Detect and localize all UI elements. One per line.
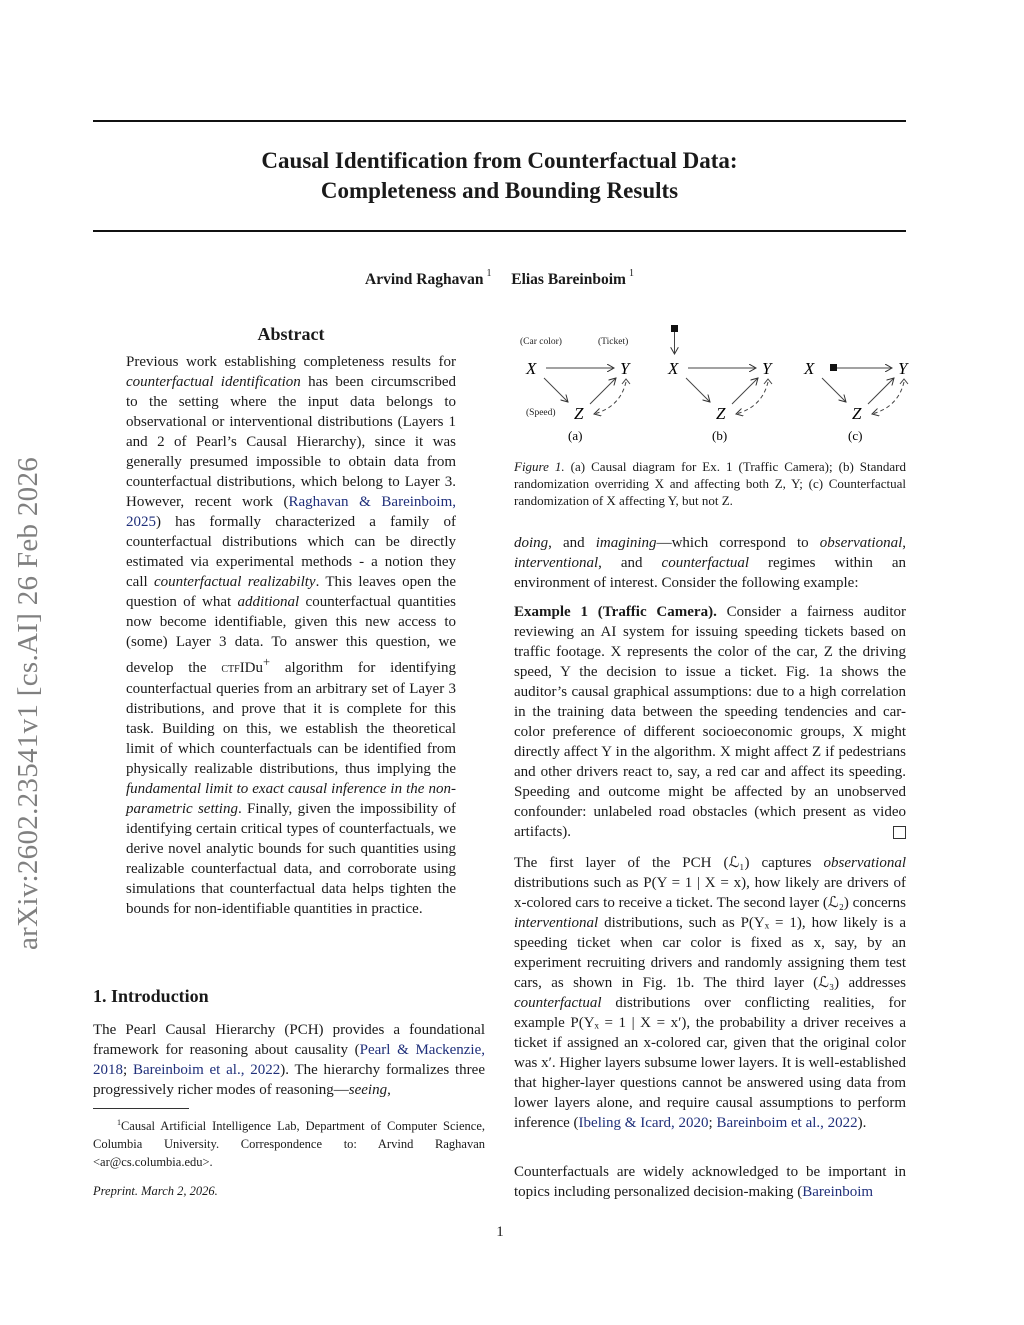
example-heading: Example 1 (Traffic Camera).: [514, 604, 717, 620]
emphasis: fundamental limit to exact causal inference in the non-parametric setting: [126, 781, 456, 817]
author-name: Elias Bareinboim: [511, 271, 626, 288]
svg-text:X: X: [526, 359, 537, 378]
figure-1-caption: [514, 458, 906, 509]
text: ,: [387, 1082, 391, 1098]
example-body: Consider a fairness auditor reviewing an AI system for issuing speeding tickets based on traffic footage. X represents the color of the car, Z the driving speed, Y the decision to issue a ticket. Fig. 1a shows the auditor’s causal graphical assumptions: due to a high correlation in the training data between the speeding tendencies and car-color preference of different socioeconomic groups, X might directly affect Y in the algorithm. X might affect Z if pedestrians and other drivers react to, say, a red car and affect its speeding. Speeding and outcome might be affected by an unobserved confounder: unlabeled road obstacles (which present as video artifacts).: [514, 604, 906, 840]
qed-box-icon: [893, 826, 906, 839]
svg-text:Z: Z: [574, 404, 584, 423]
citation-link[interactable]: Bareinboim et al., 2022: [132, 1062, 281, 1078]
citation-link[interactable]: Ibeling & Icard, 2020: [578, 1115, 709, 1131]
title-line-2: Completeness and Bounding Results: [320, 178, 679, 203]
text: ,: [902, 535, 906, 551]
footnote-rule: [93, 1108, 189, 1109]
emphasis: imagining: [595, 535, 657, 551]
emphasis: seeing: [348, 1082, 388, 1098]
text: ;: [708, 1115, 717, 1131]
citation-link[interactable]: Bareinboim et al., 2022: [716, 1115, 858, 1131]
example-1: [514, 602, 906, 842]
footnote: [93, 1114, 485, 1171]
text: counterfactual quantities now become identifiable, given this new access to (some) Layer 3 data. To answer this question, we develop the: [126, 594, 457, 676]
text: , and: [598, 555, 662, 571]
footnote-mark: 1: [116, 1118, 121, 1127]
svg-text:Z: Z: [716, 404, 726, 423]
title-line-1: Causal Identification from Counterfactual Data:: [261, 148, 738, 173]
caption-label: Figure 1.: [514, 459, 565, 474]
emphasis: counterfactual identification: [126, 374, 301, 390]
text: distributions over conflicting realities, for example P(Yₓ = 1 | X = x′), the probability a driver receives a ticket if assigned an x-colored car, given that the original color was x′. Higher layers subsume lower layers. It is well-established that higher-layer questions cannot be answered using data from lower layers alone, and require causal assumptions to perform inference (: [514, 995, 906, 1131]
section-heading-introduction: 1. Introduction: [93, 986, 209, 1006]
author-affil: 1: [486, 268, 492, 279]
intro-continuation: [514, 533, 906, 593]
x-annotation: (Car color): [520, 337, 562, 347]
svg-text:X: X: [804, 359, 815, 378]
emphasis: additional: [237, 594, 300, 610]
text: Previous work establishing completeness results for: [126, 354, 456, 370]
paper-title: [93, 146, 906, 206]
svg-text:Z: Z: [852, 404, 862, 423]
text: distributions, such as P(Yₓ = 1), how likely is a speeding ticket when car color is fixed as x, say, by an experiment recruiting drivers and randomly assigning them test cars, as shown in Fig. 1b. The third layer (ℒ₃) addresses: [514, 915, 906, 991]
svg-text:X: X: [668, 359, 679, 378]
text: algorithm for identifying counterfactual queries from an arbitrary set of Layer 3 distributions, and prove that it is complete for this task. Building on this, we establish the theoretical limit of which counterfactuals can be identified from physically realizable distributions, thus implying the: [126, 660, 457, 777]
footnote-text: Causal Artificial Intelligence Lab, Department of Computer Science, Columbia University. Correspondence to: Arvind Raghavan <ar@cs.columbia.edu>.: [93, 1119, 485, 1170]
svg-text:Y: Y: [620, 359, 630, 378]
pch-paragraph: [514, 853, 906, 1133]
emphasis: observational: [819, 535, 903, 551]
emphasis: observational: [823, 855, 906, 871]
text: , and: [548, 535, 596, 551]
svg-text:(c): (c): [848, 428, 863, 443]
z-annotation: (Speed): [526, 408, 556, 418]
y-annotation: (Ticket): [598, 337, 629, 347]
caption-text: (a) Causal diagram for Ex. 1 (Traffic Camera); (b) Standard randomization overriding X and affecting both Z, Y; (c) Counterfactual randomization of X affecting Y, but not Z.: [514, 459, 907, 508]
algo-name: IDu: [239, 660, 264, 676]
diagram-panel-c: [803, 359, 909, 443]
citation-link[interactable]: Pearl & Mackenzie, 2018: [93, 1042, 486, 1078]
text: has been circumscribed to the setting where the input data belongs to observational or interventional distributions (Layers 1 and 2 of Pearl’s Causal Hierarchy), since it was generally presumed impossible to obtain data from counterfactual distributions, which belong to Layer 3. However, recent work (: [126, 374, 456, 510]
text: distributions such as P(Y = 1 | X = x), how likely are drivers of x-colored cars to receive a ticket. The second layer (ℒ₂) concerns: [514, 875, 906, 911]
text: ) has formally characterized a family of counterfactual distributions which can be directly estimated via experimental methods - a notion they call: [126, 514, 456, 590]
text: regimes within an environment of interest. Consider the following example:: [514, 555, 906, 591]
diagram-panel-a: [520, 336, 631, 443]
text: —which correspond to: [656, 535, 820, 551]
title-rule-top: [93, 120, 906, 122]
algo-sup: +: [263, 655, 271, 669]
abstract-heading: Abstract: [257, 324, 325, 344]
text: . This leaves open the question of what: [126, 574, 456, 610]
algo-prefix: ctf: [221, 661, 240, 676]
emphasis: counterfactual: [514, 995, 602, 1011]
text: The Pearl Causal Hierarchy (PCH) provides a foundational framework for reasoning about causality (: [93, 1022, 485, 1058]
emphasis: doing: [514, 535, 549, 551]
preprint-note: Preprint. March 2, 2026.: [93, 1184, 218, 1198]
emphasis: interventional: [514, 555, 599, 571]
page-number: 1: [496, 1224, 504, 1240]
author-affil: 1: [628, 268, 634, 279]
diagram-panel-b: [667, 325, 773, 443]
title-rule-bottom: [93, 230, 906, 232]
citation-link[interactable]: Bareinboim: [802, 1184, 874, 1200]
svg-text:Y: Y: [898, 359, 908, 378]
author-list: [93, 268, 906, 289]
text: The first layer of the PCH (ℒ₁) captures: [514, 855, 824, 871]
text: ;: [123, 1062, 133, 1078]
introduction-body: [93, 1020, 485, 1100]
arxiv-stamp: arXiv:2602.23541v1 [cs.AI] 26 Feb 2026: [12, 456, 44, 950]
text: . Finally, given the impossibility of identifying certain critical types of counterfactuals, we derive novel analytic bounds for such quantities using realizable counterfactual data, and corroborate using simulations that counterfactual data helps tighten the bounds for non-identifiable quantities in practice.: [126, 801, 457, 917]
emphasis: counterfactual realizabilty: [153, 574, 316, 590]
author-name: Arvind Raghavan: [365, 271, 484, 288]
emphasis: interventional: [514, 915, 599, 931]
figure-1: [510, 322, 910, 452]
text: ).: [857, 1115, 867, 1131]
emphasis: counterfactual: [661, 555, 750, 571]
text: Counterfactuals are widely acknowledged to be important in topics including personalized decision-making (: [514, 1164, 906, 1200]
svg-text:(a): (a): [568, 428, 583, 443]
abstract-body: [126, 352, 456, 919]
svg-text:Y: Y: [762, 359, 772, 378]
counterfactual-paragraph: [514, 1162, 906, 1202]
svg-text:(b): (b): [712, 428, 728, 443]
citation-link[interactable]: Raghavan & Bareinboim, 2025: [126, 494, 456, 530]
text: ). The hierarchy formalizes three progressively richer modes of reasoning—: [93, 1062, 485, 1098]
